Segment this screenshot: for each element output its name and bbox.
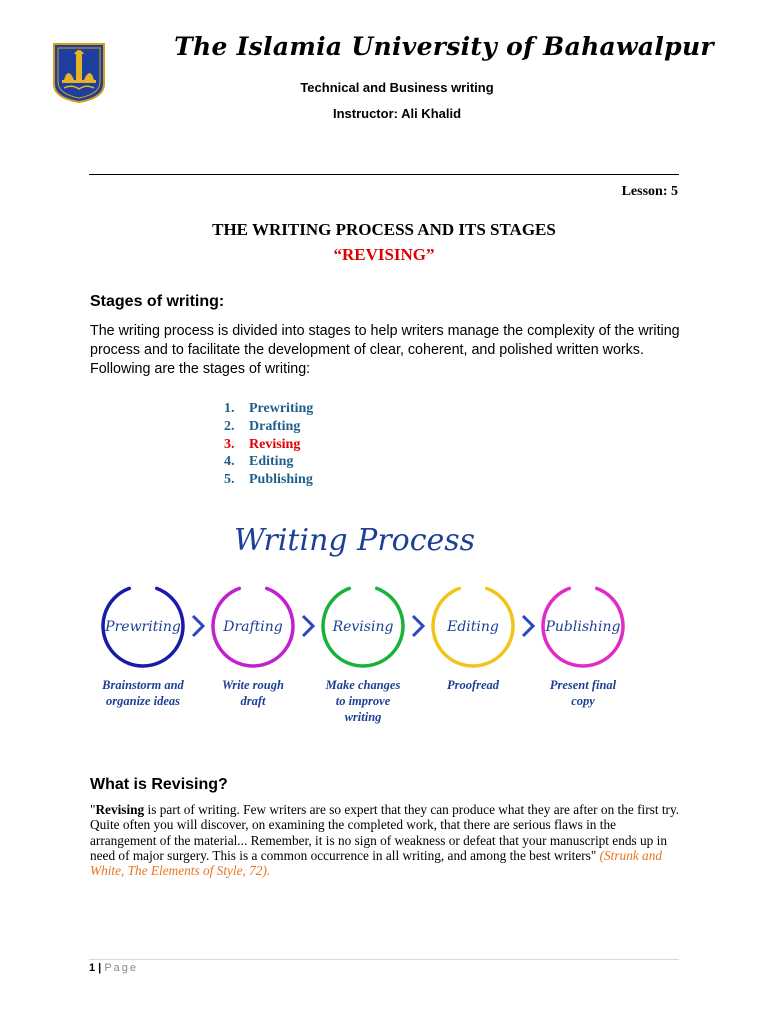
writing-process-diagram xyxy=(88,510,648,736)
header-divider xyxy=(89,174,679,175)
step-desc-revising: Make changes xyxy=(325,678,401,692)
step-desc-publishing: Present final xyxy=(549,678,617,692)
diagram-title: Writing Process xyxy=(234,523,476,558)
stage-number: 2. xyxy=(224,418,235,434)
stage-label: Prewriting xyxy=(249,401,314,416)
instructor-name: Instructor: Ali Khalid xyxy=(332,106,462,121)
step-desc-revising: to improve xyxy=(335,694,391,708)
page-separator: | xyxy=(95,962,105,974)
course-name: Technical and Business writing xyxy=(300,80,494,95)
stages-heading: Stages of writing: xyxy=(90,293,225,310)
stage-label: Drafting xyxy=(249,418,301,434)
chevron-right-icon xyxy=(193,616,203,636)
chevron-right-icon xyxy=(413,616,423,636)
quote-open: " xyxy=(90,802,96,817)
stage-number: 1. xyxy=(224,401,235,416)
quote-citation: (Strunk and White, The Elements of Style, 72). xyxy=(90,847,663,879)
step-desc-publishing: copy xyxy=(571,694,595,708)
step-label-publishing: Publishing xyxy=(545,619,621,635)
page-footer xyxy=(89,962,138,974)
step-label-editing: Editing xyxy=(447,619,499,635)
revising-quote xyxy=(90,802,685,878)
stages-list xyxy=(224,400,313,489)
stage-item-editing xyxy=(224,453,313,471)
step-label-prewriting: Prewriting xyxy=(105,619,181,635)
stage-number: 4. xyxy=(224,454,235,470)
quote-bold-term: Revising xyxy=(95,802,145,817)
revising-heading: What is Revising? xyxy=(90,776,228,793)
step-label-drafting: Drafting xyxy=(223,619,283,635)
stage-label: Editing xyxy=(249,454,294,470)
lesson-number: Lesson: 5 xyxy=(621,184,678,199)
chevron-right-icon xyxy=(523,616,533,636)
stage-number: 3. xyxy=(224,436,235,452)
quote-body: is part of writing. Few writers are so expert that they can produce what they are after on the first try. Quite often you will discover, on examining the completed work, that there are serious flaws in the arrangement of the material... Remember, it is no sign of weakness or defeat that your manuscript ends up in need of major surgery. This is a common occurrence in all writing, and among the best writers" xyxy=(90,802,680,863)
stage-label: Publishing xyxy=(249,472,313,488)
chevron-right-icon xyxy=(303,616,313,636)
step-desc-drafting: Write rough xyxy=(222,678,284,692)
stage-item-drafting xyxy=(224,418,313,436)
university-title: The Islamia University of Bahawalpur xyxy=(174,32,714,61)
step-desc-drafting: draft xyxy=(240,694,266,708)
step-desc-revising: writing xyxy=(344,710,382,724)
page-subtitle: “REVISING” xyxy=(333,245,435,264)
footer-divider xyxy=(89,959,679,960)
step-label-revising: Revising xyxy=(332,619,394,635)
stage-number: 5. xyxy=(224,472,235,488)
stage-label: Revising xyxy=(249,436,301,452)
stage-item-prewriting xyxy=(224,400,313,418)
stage-item-revising xyxy=(224,436,313,454)
step-desc-prewriting: Brainstorm and xyxy=(102,678,184,692)
intro-paragraph: The writing process is divided into stages to help writers manage the complexity of the writing process and to facilitate the development of clear, coherent, and polished written works. Following are the stages of writing: xyxy=(90,323,680,377)
page-number: 1 xyxy=(89,962,96,974)
step-desc-prewriting: organize ideas xyxy=(106,694,180,708)
stage-item-publishing xyxy=(224,471,313,489)
step-desc-editing: Proofread xyxy=(446,678,500,692)
page-label: Page xyxy=(104,962,139,974)
page-title: THE WRITING PROCESS AND ITS STAGES xyxy=(212,220,556,239)
